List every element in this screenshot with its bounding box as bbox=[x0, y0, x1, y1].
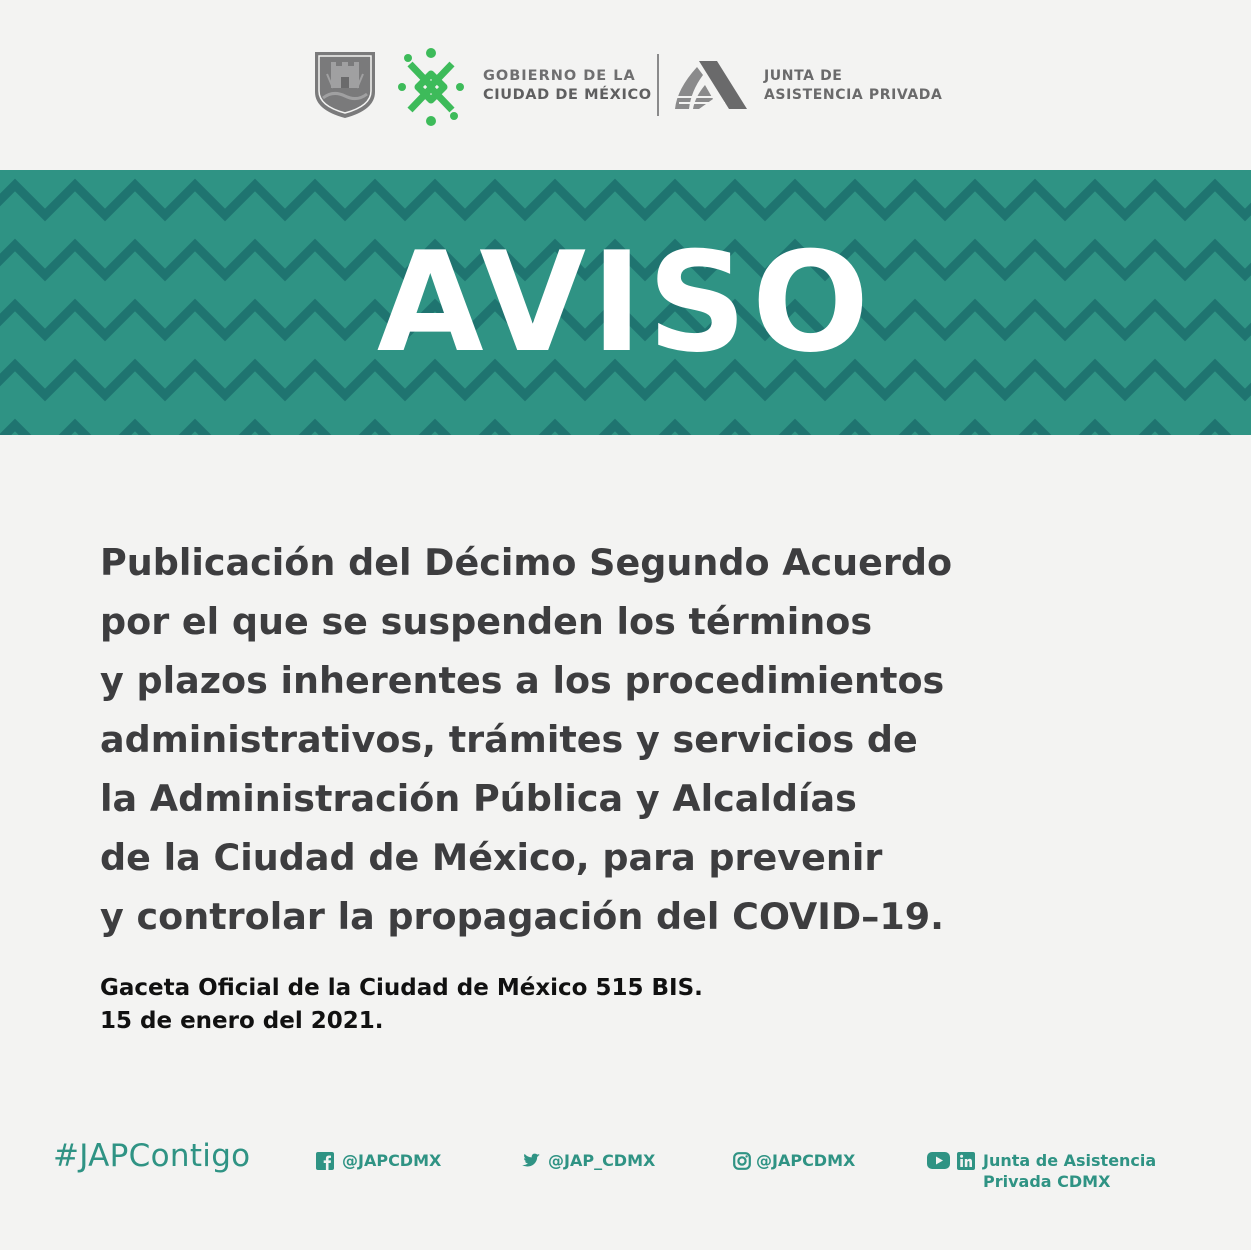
source-line2: 15 de enero del 2021. bbox=[100, 1008, 384, 1034]
government-name-line1: GOBIERNO DE LA bbox=[483, 68, 636, 84]
jap-name-line1: JUNTA DE bbox=[764, 68, 843, 84]
announcement-line: la Administración Pública y Alcaldías bbox=[100, 777, 857, 820]
source-citation bbox=[100, 972, 1000, 1038]
source-line1: Gaceta Oficial de la Ciudad de México 515 BIS. bbox=[100, 975, 703, 1001]
aviso-banner bbox=[0, 170, 1251, 435]
announcement-text bbox=[100, 533, 1200, 946]
facebook-icon bbox=[316, 1152, 334, 1170]
twitter-handle: @JAP_CDMX bbox=[548, 1151, 656, 1170]
government-name-line2: CIUDAD DE MÉXICO bbox=[483, 87, 652, 103]
announcement-line: y plazos inherentes a los procedimientos bbox=[100, 659, 945, 702]
jap-name-line2: ASISTENCIA PRIVADA bbox=[764, 87, 943, 103]
instagram-icon bbox=[733, 1152, 751, 1170]
twitter-link[interactable] bbox=[520, 1150, 655, 1171]
government-name bbox=[483, 67, 652, 105]
announcement-line: por el que se suspenden los términos bbox=[100, 600, 873, 643]
youtube-linkedin-line2: Privada CDMX bbox=[983, 1172, 1111, 1191]
announcement-line: Publicación del Décimo Segundo Acuerdo bbox=[100, 541, 953, 584]
announcement-line: administrativos, trámites y servicios de bbox=[100, 718, 918, 761]
hashtag[interactable]: #JAPContigo bbox=[53, 1138, 251, 1174]
twitter-icon bbox=[520, 1153, 540, 1170]
announcement-line: y controlar la propagación del COVID–19. bbox=[100, 895, 945, 938]
announcement-line: de la Ciudad de México, para prevenir bbox=[100, 836, 883, 879]
facebook-handle: @JAPCDMX bbox=[342, 1151, 442, 1170]
header bbox=[0, 0, 1251, 170]
youtube-linkedin-line1: Junta de Asistencia bbox=[983, 1151, 1157, 1170]
jap-logo-icon bbox=[673, 59, 749, 111]
instagram-link[interactable] bbox=[733, 1150, 855, 1171]
youtube-icon bbox=[927, 1152, 950, 1169]
youtube-linkedin-label bbox=[983, 1150, 1156, 1192]
linkedin-icon bbox=[957, 1152, 975, 1170]
cdmx-coat-of-arms-icon bbox=[313, 50, 377, 120]
jap-name bbox=[764, 67, 942, 105]
instagram-handle: @JAPCDMX bbox=[756, 1151, 856, 1170]
cdmx-government-logo-icon bbox=[396, 46, 466, 128]
banner-title: AVISO bbox=[376, 222, 875, 383]
facebook-link[interactable] bbox=[316, 1150, 441, 1171]
youtube-linkedin-link[interactable] bbox=[927, 1150, 1156, 1192]
header-divider bbox=[657, 54, 659, 116]
